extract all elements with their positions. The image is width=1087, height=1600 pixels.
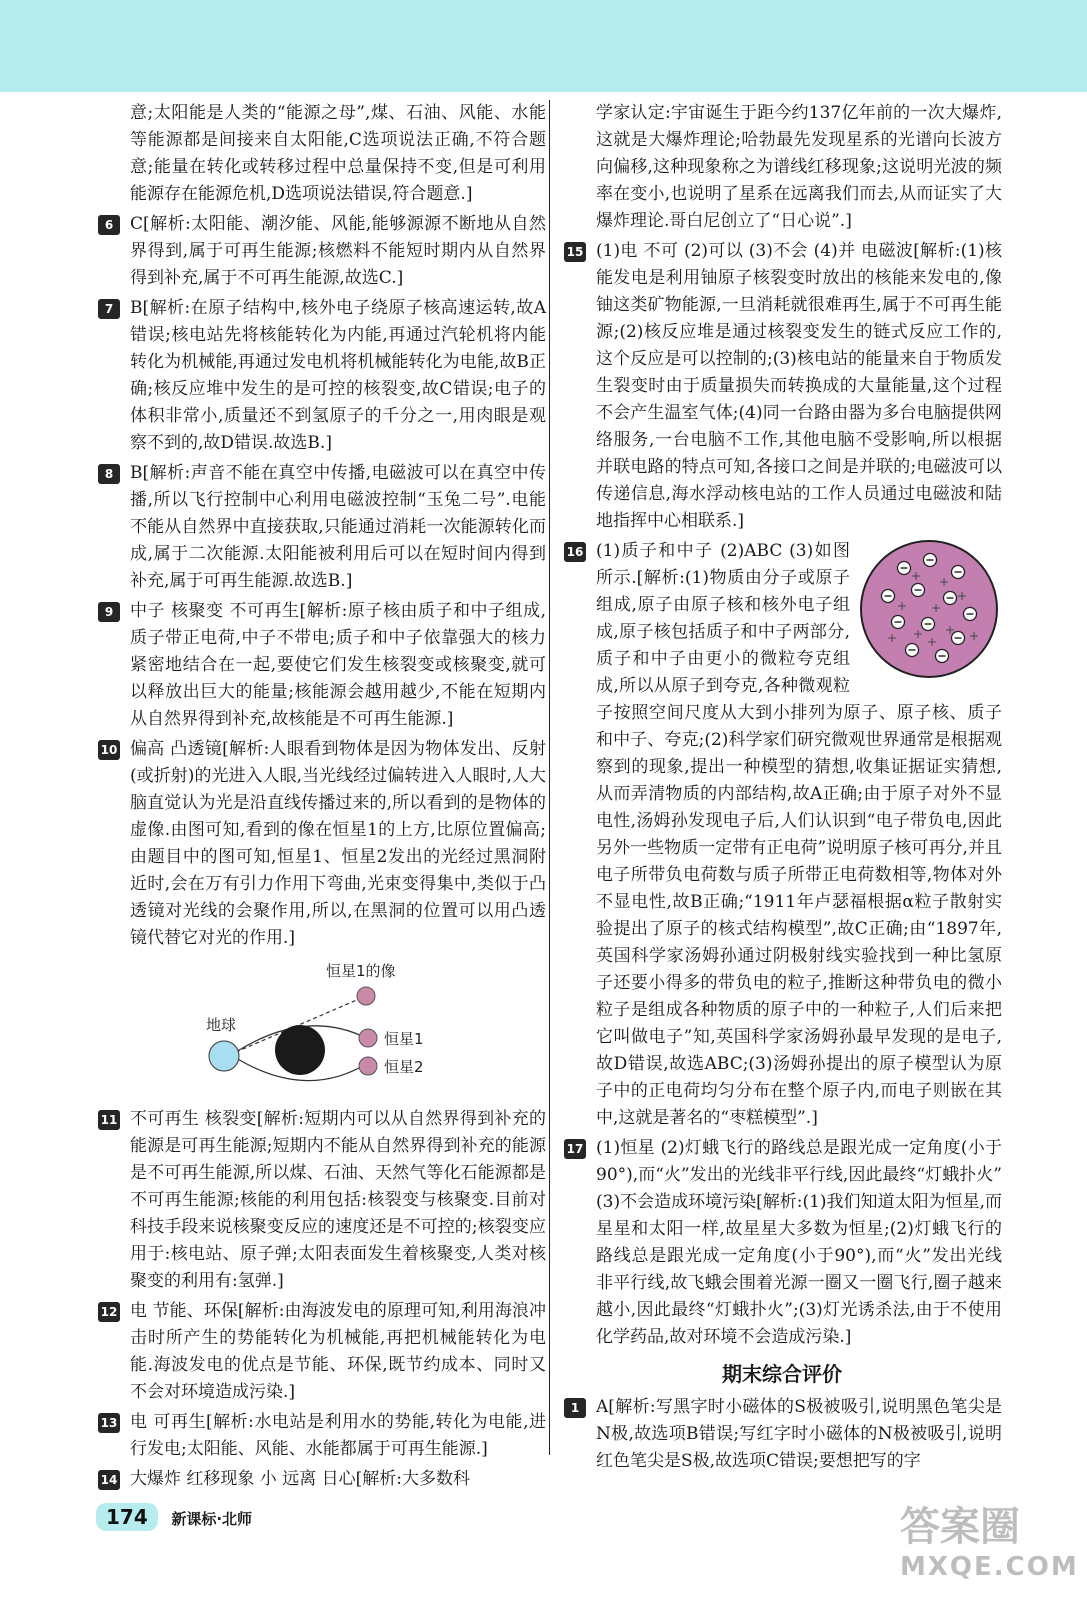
column-divider [549,100,550,1455]
answer-text: C[解析:太阳能、潮汐能、风能,能够源源不断地从自然界得到,属于可再生能源;核燃料不能短时期内从自然界得到补充,属于不可再生能源,故选C.] [130,214,546,288]
positive-charge-10: + [968,629,980,643]
answer-text: 电 可再生[解析:水电站是利用水的势能,转化为电能,进行发电;太阳能、风能、水能都属于可再生能源.] [130,1412,546,1459]
positive-charge-4: + [930,601,942,615]
page-footer [96,1503,252,1531]
item-number-badge: 14 [98,1470,120,1490]
answer-item-12 [96,1298,546,1406]
earth-circle [209,1041,239,1071]
star1-label: 恒星1 [384,1030,424,1048]
item-number-badge: 1 [564,1398,586,1418]
answer-continuation: 意;太阳能是人类的“能源之母”,煤、石油、风能、水能等能源都是间接来自太阳能,C选项说法正确,不符合题意;能量在转化或转移过程中总量保持不变,但是可利用能源存在能源危机,D选项说法错误,符合题意.] [130,103,546,204]
answer-text: 偏高 凸透镜[解析:人眼看到物体是因为物体发出、反射(或折射)的光进入人眼,当光线经过偏转进入人眼时,人大脑直觉认为光是沿直线传播过来的,所以看到的是物体的虚像.由图可知,看到的像在恒星1的上方,比原位置偏高;由题目中的图可知,恒星1、恒星2发出的光经过黑洞附近时,会在万有引力作用下弯曲,光束变得集中,类似于凸透镜对光线的会聚作用,所以,在黑洞的位置可以用凸透镜代替它对光的作用.] [130,739,546,948]
item-number-badge: 13 [98,1413,120,1433]
answer-text: 电 节能、环保[解析:由海波发电的原理可知,利用海浪冲击时所产生的势能转化为机械能,再把机械能转化为电能.海波发电的优点是节能、环保,既节约成本、同时又不会对环境造成污染.] [130,1301,546,1402]
answer-item-8 [96,460,546,595]
watermark-logo-text: 答案圈 [900,1504,1020,1550]
answer-continuation: 学家认定:宇宙诞生于距今约137亿年前的一次大爆炸,这就是大爆炸理论;哈勃最先发现星系的光谱向长波方向偏移,这种现象称之为谱线红移现象;这说明光波的频率在变小,也说明了星系在远离我们而去,从而证实了大爆炸理论.哥白尼创立了“日心说”.] [596,103,1002,231]
answer-text: B[解析:在原子结构中,核外电子绕原子核高速运转,故A错误;核电站先将核能转化为内能,再通过汽轮机将内能转化为机械能,再通过发电机将机械能转化为电能,故B正确;核反应堆中发生的是可控的核裂变,故C错误;电子的体积非常小,质量还不到氢原子的千分之一,用肉眼是观察不到的,故D错误.故选B.] [130,298,546,453]
positive-charge-3: + [896,599,908,613]
black-hole [275,1025,325,1075]
item-number-badge: 7 [98,299,120,319]
star2-label: 恒星2 [384,1058,424,1076]
answer-text: A[解析:写黑字时小磁体的S极被吸引,说明黑色笔尖是N极,故选项B错误;写红字时小磁体的N极被吸引,说明红色笔尖是S极,故选项C错误;要想把写的字 [596,1397,1002,1471]
answer-item-7 [96,295,546,457]
positive-charge-8: + [886,631,898,645]
answer-item-13 [96,1409,546,1463]
image-of-star1-label: 恒星1的像 [326,962,396,980]
positive-charge-9: + [926,635,938,649]
answer-text: 不可再生 核裂变[解析:短期内可以从自然界得到补充的能源是可再生能源;短期内不能从自然界得到补充的能源是不可再生能源,所以煤、石油、天然气等化石能源都是不可再生能源;核能的利用包括:核裂变与核聚变.目前对科技手段来说核聚变反应的速度还是不可控的;核裂变应用于:核电站、原子弹;太阳表面发生着核聚变,人类对核聚变的利用有:氢弹.] [130,1109,546,1291]
star1-dot [359,1029,377,1047]
positive-charge-5: + [956,589,968,603]
answer-item-9 [96,598,546,733]
positive-charge-6: + [912,627,924,641]
item-number-badge: 15 [564,242,586,262]
answer-text: (1)恒星 (2)灯蛾飞行的路线总是跟光成一定角度(小于90°),而“火”发出的光线非平行线,因此最终“灯蛾扑火” (3)不会造成环境污染[解析:(1)我们知道太阳为恒星,而星星和太阳一样,故星星大多数为恒星;(2)灯蛾飞行的路线总是跟光成一定角度(小于90°),而“火”发出光线非平行线,故飞蛾会围着光源一圈又一圈飞行,圈子越来越小,因此最终“灯蛾扑火”;(3)灯光诱杀法,由于不使用化学药品,故对环境不会造成污染.] [596,1138,1002,1347]
answer-item-10 [96,736,546,952]
page-number: 174 [96,1503,158,1531]
answer-text: (1)质子和中子 (2)ABC (3)如图所示.[解析:(1)物质由分子或原子组成,原子由原子核和核外电子组成,原子核包括质子和中子两部分,质子和中子由更小的微粒夸克组成,所以从原子到夸克,各种微观粒子按照空间尺度从大到小排列为原子、原子核、质子和中子、夸克;(2)科学家们研究微观世界通常是根据观察到的现象,提出一种模型的猜想,收集证据证实猜想,从而弄清物质的内部结构,故A正确;由于原子对外不显电性,汤姆孙发现电子后,人们认识到“电子带负电,因此另外一些物质一定带有正电荷”说明原子核可再分,并且电子所带负电荷数与质子所带正电荷数相等,物体对外不显电性,故B正确;“1911年卢瑟福根据α粒子散射实验提出了原子的核式结构模型”,故C正确;由“1897年,英国科学家汤姆孙通过阴极射线实验找到一种比氢原子还要小得多的带负电的粒子,推断这种带负电的微小粒子是组成各种物质的原子中的一种粒子,人们后来把它叫做电子”知,英国科学家汤姆孙最早发现的是电子,故D错误,故选ABC;(3)汤姆孙提出的原子模型认为原子中的正电荷均匀分布在整个原子内,而电子则嵌在其中,这就是著名的“枣糕模型”.] [596,541,1002,1128]
item-number-badge: 9 [98,602,120,622]
answer-text: 大爆炸 红移现象 小 远离 日心[解析:大多数科 [130,1469,470,1489]
positive-charge-2: + [938,575,950,589]
answer-text: (1)电 不可 (2)可以 (3)不会 (4)并 电磁波[解析:(1)核能发电是利用铀原子核裂变时放出的核能来发电的,像铀这类矿物能源,一旦消耗就很难再生,属于不可再生能源;(2)核反应堆是通过核裂变发生的链式反应工作的,这个反应是可以控制的;(3)核电站的能量来自于物质发生裂变时由于质量损失而转换成的大量能量,这个过程不会产生温室气体;(4)同一台路由器为多台电脑提供网络服务,一台电脑不工作,其他电脑不受影响,所以根据并联电路的特点可知,各接口之间是并联的;电磁波可以传递信息,海水浮动核电站的工作人员通过电磁波和陆地指挥中心相联系.] [596,241,1002,531]
right-column [562,100,1002,1478]
item-number-badge: 6 [98,215,120,235]
positive-charge-7: + [944,623,956,637]
positive-charge-1: + [910,569,922,583]
answer-item-16 [562,538,1002,1132]
answer-item-6 [96,211,546,292]
answer-item-final-1 [562,1394,1002,1475]
series-name: 新课标·北师 [171,1510,253,1528]
earth-label: 地球 [206,1016,237,1034]
section-title: 期末综合评价 [722,1362,842,1386]
item-number-badge: 16 [564,542,586,562]
item-number-badge: 11 [98,1110,120,1130]
answer-item-17 [562,1135,1002,1351]
lensing-diagram [196,960,456,1100]
top-color-band [0,0,1087,92]
watermark [900,1495,1079,1582]
star2-dot [359,1057,377,1075]
item-number-badge: 8 [98,464,120,484]
answer-text: B[解析:声音不能在真空中传播,电磁波可以在真空中传播,所以飞行控制中心利用电磁波控制“玉兔二号”.电能不能从自然界中直接获取,只能通过消耗一次能源转化而成,属于二次能源.太阳能被利用后可以在短时间内得到补充,属于可再生能源.故选B.] [130,463,546,591]
item-number-badge: 10 [98,740,120,760]
item-number-badge: 17 [564,1139,586,1159]
answer-item-15 [562,238,1002,535]
plum-pudding-atom-model [858,538,1000,680]
left-column [96,100,546,1496]
star1-image-dot [357,987,375,1005]
answer-item-11 [96,1106,546,1295]
answer-text: 中子 核聚变 不可再生[解析:原子核由质子和中子组成,质子带正电荷,中子不带电;质子和中子依靠强大的核力紧密地结合在一起,要使它们发生核裂变或核聚变,就可以释放出巨大的能量;核能源会越用越少,不能在短期内从自然界得到补充,故核能是不可再生能源.] [130,601,546,729]
item-number-badge: 12 [98,1302,120,1322]
watermark-url: MXQE.COM [900,1552,1079,1582]
black-hole-lensing-figure [96,960,546,1100]
answer-item-14 [96,1466,546,1493]
